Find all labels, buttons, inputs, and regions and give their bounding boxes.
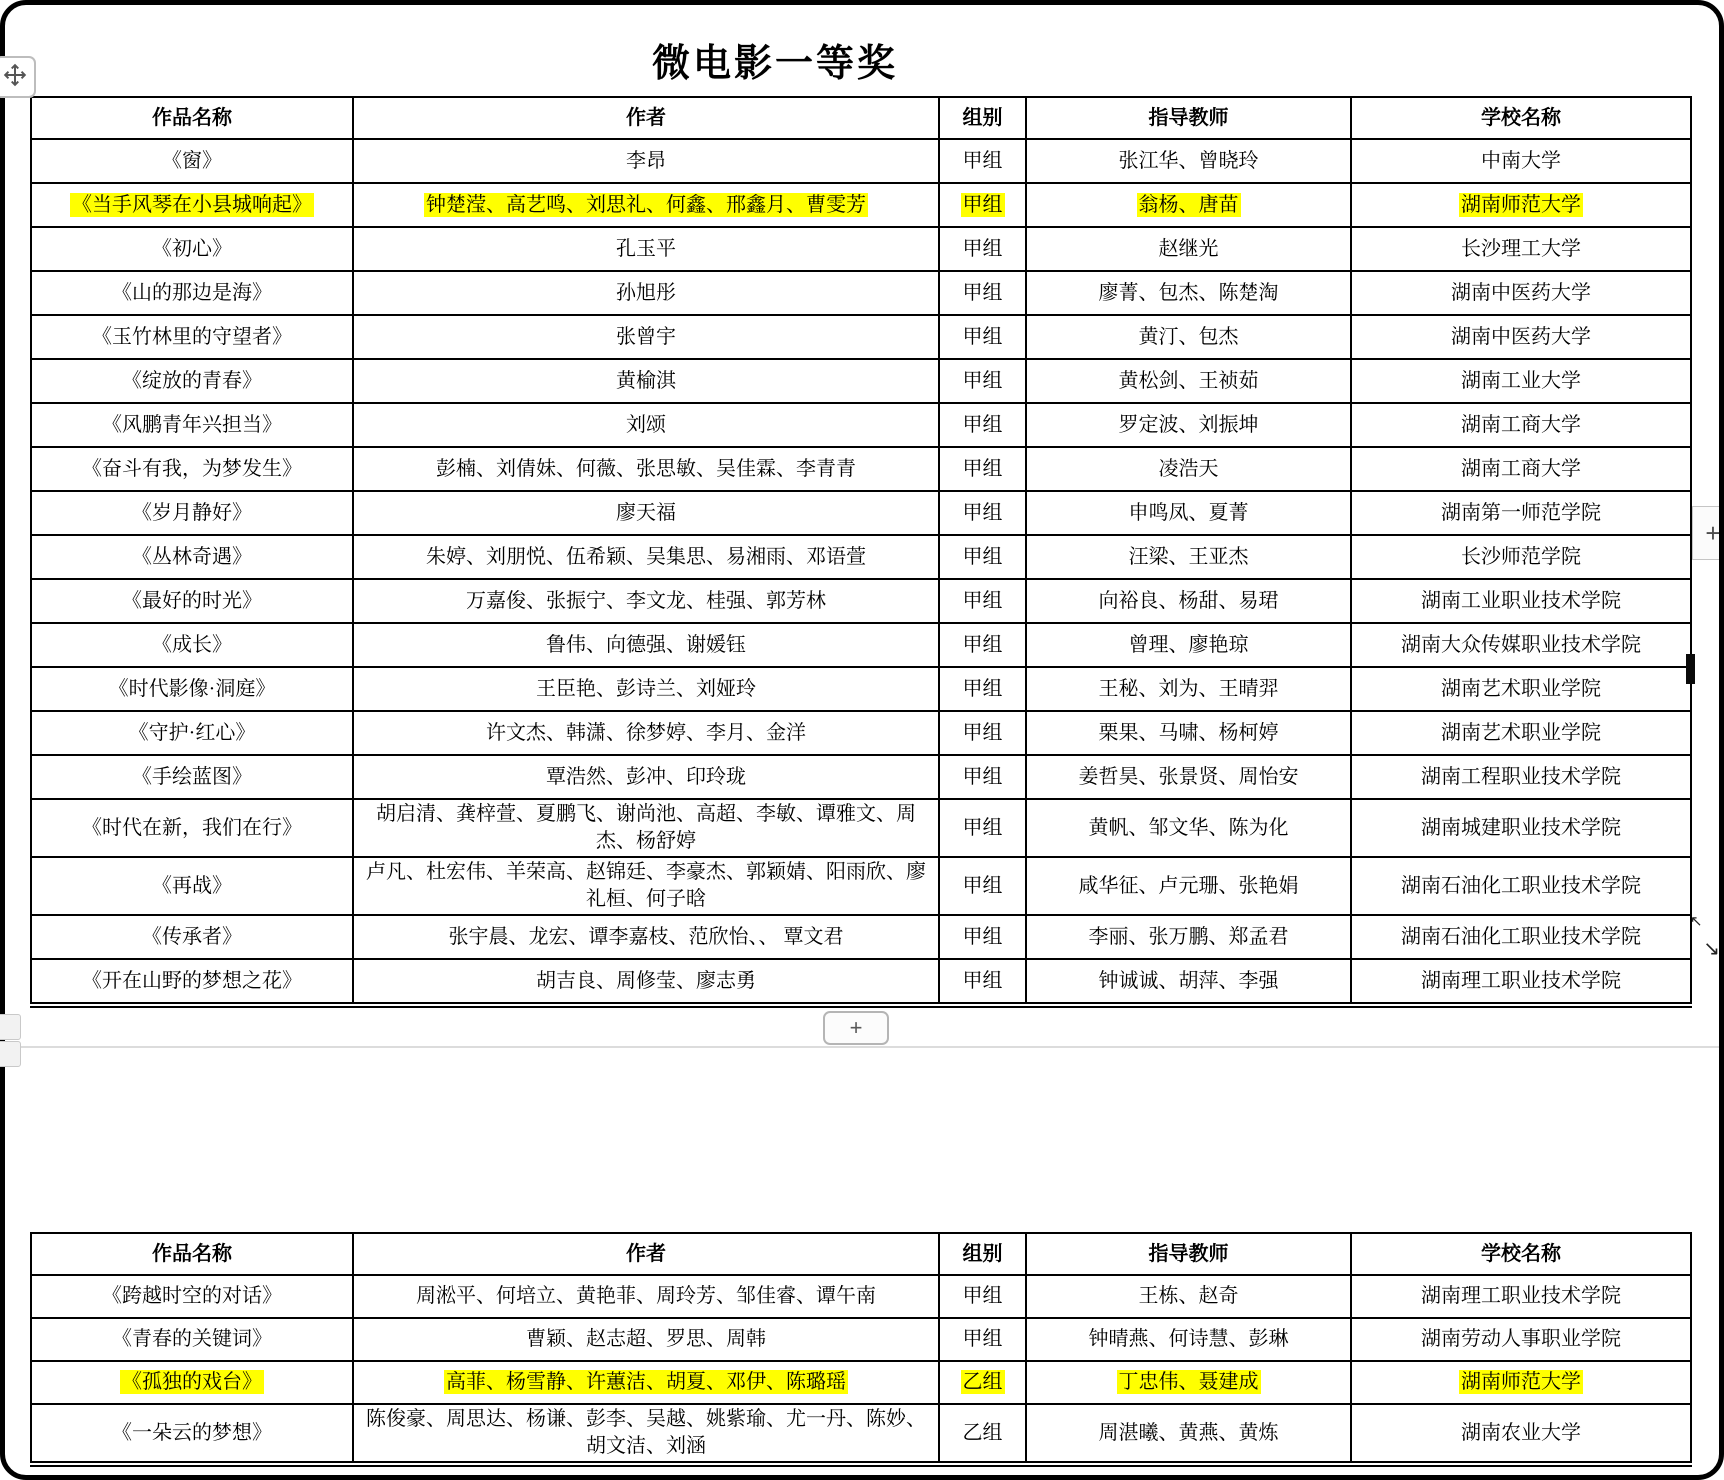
table-row [31,1404,1691,1464]
work-text: 《手绘蓝图》 [132,765,252,788]
cell-teachers[interactable] [1026,623,1351,667]
work-text: 《再战》 [152,874,232,897]
cell-group[interactable] [939,959,1026,1005]
cell-authors[interactable] [353,579,939,623]
cell-group[interactable] [939,447,1026,491]
cell-school[interactable] [1351,755,1691,799]
cell-authors[interactable] [353,359,939,403]
school-text: 湖南中医药大学 [1451,325,1591,348]
cell-group[interactable] [939,271,1026,315]
authors-text: 张曾宇 [616,325,676,348]
cell-teachers[interactable] [1026,359,1351,403]
cell-work[interactable] [31,915,353,959]
cell-teachers[interactable] [1026,1318,1351,1361]
cell-group[interactable] [939,667,1026,711]
authors-text: 卢凡、杜宏伟、羊荣高、赵锦廷、李豪杰、郭颖婧、阳雨欣、廖礼桓、何子晗 [366,861,926,910]
teachers-text: 罗定波、刘振坤 [1118,413,1259,436]
cell-teachers[interactable] [1026,403,1351,447]
cell-authors[interactable] [353,227,939,271]
cell-work[interactable] [31,667,353,711]
column-header-school[interactable]: 学校名称 [1351,1233,1691,1275]
teachers-text: 凌浩天 [1158,457,1219,480]
table-row [31,535,1691,579]
work-text: 《初心》 [152,237,232,260]
cell-school[interactable] [1351,139,1691,183]
cell-group[interactable] [939,139,1026,183]
teachers-text: 廖菁、包杰、陈楚淘 [1098,281,1279,304]
authors-text: 张宇晨、龙宏、谭李嘉枝、范欣怡、、 覃文君 [448,925,844,948]
cell-group[interactable] [939,857,1026,915]
group-text: 甲组 [962,816,1003,839]
authors-text: 钟楚滢、高艺鸣、刘思礼、何鑫、邢鑫月、曹雯芳 [426,193,866,216]
school-text: 长沙师范学院 [1461,545,1581,568]
cell-group[interactable] [939,535,1026,579]
cell-group[interactable] [939,491,1026,535]
cell-teachers[interactable] [1026,271,1351,315]
school-text: 湖南理工职业技术学院 [1421,969,1621,992]
column-header-authors[interactable]: 作者 [353,1233,939,1275]
cell-teachers[interactable] [1026,183,1351,227]
cell-work[interactable] [31,359,353,403]
school-text: 湖南师范大学 [1461,193,1581,216]
school-text: 湖南理工职业技术学院 [1421,1285,1621,1307]
authors-text: 胡启清、龚梓萱、夏鹏飞、谢尚池、高超、李敏、谭雅文、周杰、杨舒婷 [376,803,916,852]
cell-teachers[interactable] [1026,315,1351,359]
cell-teachers[interactable] [1026,799,1351,857]
table-row [31,959,1691,1005]
teachers-text: 汪梁、王亚杰 [1128,545,1249,568]
cell-group[interactable] [939,403,1026,447]
school-text: 湖南石油化工职业技术学院 [1401,925,1641,948]
cell-authors[interactable] [353,183,939,227]
cell-school[interactable] [1351,491,1691,535]
cell-authors[interactable] [353,447,939,491]
table-row [31,359,1691,403]
cell-group[interactable] [939,623,1026,667]
table-row [31,315,1691,359]
selection-marker [1686,654,1695,684]
award-table-first [30,96,1692,1008]
teachers-text: 丁忠伟、聂建成 [1118,1371,1259,1393]
group-text: 甲组 [962,969,1003,992]
cell-school[interactable] [1351,799,1691,857]
resize-handle-icon[interactable] [1690,912,1722,960]
teachers-text: 向裕良、杨甜、易珺 [1098,589,1279,612]
cell-group[interactable] [939,1318,1026,1361]
table-row [31,1318,1691,1361]
authors-text: 陈俊豪、周思达、杨谦、彭李、吴越、姚紫瑜、尤一丹、陈妙、胡文洁、刘涵 [366,1408,926,1457]
table-row [31,711,1691,755]
school-text: 湖南城建职业技术学院 [1421,816,1621,839]
authors-text: 李昂 [626,149,666,172]
column-header-teachers[interactable]: 指导教师 [1026,1233,1351,1275]
cell-work[interactable] [31,183,353,227]
teachers-text: 李丽、张万鹏、郑孟君 [1088,925,1289,948]
teachers-text: 钟诚诚、胡萍、李强 [1098,969,1279,992]
cell-authors[interactable] [353,799,939,857]
insert-column-button[interactable] [1692,506,1724,560]
cell-teachers[interactable] [1026,491,1351,535]
authors-text: 刘颂 [626,413,666,436]
teachers-text: 王栋、赵奇 [1138,1285,1239,1307]
school-text: 湖南中医药大学 [1451,281,1591,304]
column-header-school[interactable]: 学校名称 [1351,97,1691,139]
cell-authors[interactable] [353,403,939,447]
cell-work[interactable] [31,315,353,359]
cell-authors[interactable] [353,959,939,1005]
work-text: 《窗》 [162,149,222,172]
column-header-teachers[interactable]: 指导教师 [1026,97,1351,139]
cell-school[interactable] [1351,315,1691,359]
cell-group[interactable] [939,1275,1026,1318]
group-text: 甲组 [962,721,1003,744]
table-row [31,1275,1691,1318]
group-text: 甲组 [962,237,1003,260]
cell-authors[interactable] [353,1275,939,1318]
cell-authors[interactable] [353,711,939,755]
cell-work[interactable] [31,799,353,857]
cell-teachers[interactable] [1026,667,1351,711]
cell-authors[interactable] [353,535,939,579]
group-text: 甲组 [962,925,1003,948]
school-text: 湖南工程职业技术学院 [1421,765,1621,788]
four-way-arrow-icon [3,63,27,92]
cell-work[interactable] [31,1275,353,1318]
page-edge-box [0,1041,21,1067]
group-text: 甲组 [962,457,1003,480]
group-text: 甲组 [962,765,1003,788]
table-row [31,667,1691,711]
cell-school[interactable] [1351,535,1691,579]
cell-authors[interactable] [353,1318,939,1361]
group-text: 甲组 [962,369,1003,392]
school-text: 湖南第一师范学院 [1441,501,1601,524]
table-move-handle[interactable] [0,56,36,98]
group-text: 乙组 [962,1371,1003,1393]
cell-work[interactable] [31,271,353,315]
insert-row-button[interactable] [823,1011,889,1045]
teachers-text: 赵继光 [1158,237,1219,260]
cell-authors[interactable] [353,623,939,667]
cell-authors[interactable] [353,491,939,535]
work-text: 《山的那边是海》 [112,281,272,304]
work-text: 《时代影像·洞庭》 [108,677,276,700]
work-text: 《当手风琴在小县城响起》 [72,193,312,216]
teachers-text: 姜哲昊、张景贤、周怡安 [1078,765,1299,788]
cell-school[interactable] [1351,1318,1691,1361]
cell-teachers[interactable] [1026,1361,1351,1404]
cell-teachers[interactable] [1026,1275,1351,1318]
cell-school[interactable] [1351,1275,1691,1318]
cell-authors[interactable] [353,915,939,959]
cell-teachers[interactable] [1026,857,1351,915]
cell-work[interactable] [31,1404,353,1464]
cell-work[interactable] [31,227,353,271]
column-header-group[interactable]: 组别 [939,97,1026,139]
group-text: 甲组 [962,325,1003,348]
cell-school[interactable] [1351,667,1691,711]
work-text: 《一朵云的梦想》 [112,1421,272,1444]
cell-work[interactable] [31,491,353,535]
teachers-text: 申鸣凤、夏菁 [1128,501,1249,524]
work-text: 《丛林奇遇》 [132,545,252,568]
table-row [31,139,1691,183]
cell-teachers[interactable] [1026,579,1351,623]
cell-group[interactable] [939,1404,1026,1464]
table-row [31,755,1691,799]
authors-text: 万嘉俊、张振宁、李文龙、桂强、郭芳林 [466,589,826,612]
cell-teachers[interactable] [1026,755,1351,799]
group-text: 乙组 [962,1421,1003,1444]
cell-work[interactable] [31,959,353,1005]
cell-work[interactable] [31,857,353,915]
cell-work[interactable] [31,579,353,623]
school-text: 中南大学 [1481,149,1561,172]
school-text: 湖南师范大学 [1461,1371,1581,1393]
page-title[interactable]: 微电影一等奖 [651,43,898,85]
cell-teachers[interactable] [1026,447,1351,491]
school-text: 湖南工商大学 [1461,413,1581,436]
work-text: 《成长》 [152,633,232,656]
authors-text: 孔玉平 [616,237,676,260]
authors-text: 孙旭彤 [616,281,676,304]
cell-teachers[interactable] [1026,711,1351,755]
plus-icon: + [1705,518,1721,548]
cell-group[interactable] [939,579,1026,623]
group-text: 甲组 [962,193,1003,216]
school-text: 湖南工业职业技术学院 [1421,589,1621,612]
school-text: 湖南石油化工职业技术学院 [1401,874,1641,897]
cell-work[interactable] [31,139,353,183]
work-text: 《岁月静好》 [132,501,252,524]
school-text: 湖南工商大学 [1461,457,1581,480]
cell-work[interactable] [31,447,353,491]
cell-group[interactable] [939,711,1026,755]
school-text: 湖南大众传媒职业技术学院 [1401,633,1641,656]
work-text: 《最好的时光》 [122,589,262,612]
authors-text: 曹颖、赵志超、罗思、周韩 [526,1328,766,1350]
work-text: 《绽放的青春》 [122,369,262,392]
cell-group[interactable] [939,183,1026,227]
authors-text: 朱婷、刘朋悦、伍希颖、吴集思、易湘雨、邓语萱 [426,545,866,568]
teachers-text: 翁杨、唐苗 [1138,193,1239,216]
cell-authors[interactable] [353,1361,939,1404]
cell-teachers[interactable] [1026,227,1351,271]
cell-school[interactable] [1351,579,1691,623]
cell-work[interactable] [31,1361,353,1404]
authors-text: 彭楠、刘倩妹、何薇、张思敏、吴佳霖、李青青 [436,457,856,480]
table-row [31,857,1691,915]
cell-authors[interactable] [353,755,939,799]
group-text: 甲组 [962,633,1003,656]
teachers-text: 钟晴燕、何诗慧、彭琳 [1088,1328,1289,1350]
authors-text: 周淞平、何培立、黄艳菲、周玲芳、邹佳睿、谭午南 [416,1285,876,1307]
work-text: 《玉竹林里的守望者》 [92,325,292,348]
cell-authors[interactable] [353,857,939,915]
school-text: 湖南艺术职业学院 [1441,677,1601,700]
group-text: 甲组 [962,281,1003,304]
page-edge-box [0,1014,21,1040]
se-arrow-icon: ↘ [1703,936,1720,960]
page-divider [0,1046,1724,1048]
column-header-work[interactable]: 作品名称 [31,1233,353,1275]
work-text: 《风鹏青年兴担当》 [102,413,282,436]
group-text: 甲组 [962,874,1003,897]
table-row [31,1361,1691,1404]
teachers-text: 黄汀、包杰 [1138,325,1239,348]
cell-group[interactable] [939,755,1026,799]
cell-school[interactable] [1351,227,1691,271]
group-text: 甲组 [962,501,1003,524]
school-text: 湖南农业大学 [1461,1421,1581,1444]
cell-work[interactable] [31,1318,353,1361]
cell-school[interactable] [1351,1361,1691,1404]
cell-authors[interactable] [353,315,939,359]
cell-work[interactable] [31,755,353,799]
group-text: 甲组 [962,413,1003,436]
teachers-text: 周湛曦、黄燕、黄炼 [1098,1421,1279,1444]
authors-text: 廖天福 [616,501,676,524]
column-header-authors[interactable]: 作者 [353,97,939,139]
cell-teachers[interactable] [1026,959,1351,1005]
cell-authors[interactable] [353,271,939,315]
cell-school[interactable] [1351,959,1691,1005]
teachers-text: 栗果、马啸、杨柯婷 [1098,721,1279,744]
cell-school[interactable] [1351,359,1691,403]
teachers-text: 咸华征、卢元珊、张艳娟 [1078,874,1299,897]
cell-school[interactable] [1351,447,1691,491]
group-text: 甲组 [962,589,1003,612]
cell-work[interactable] [31,623,353,667]
table-row [31,183,1691,227]
table-row [31,271,1691,315]
table-row [31,799,1691,857]
group-text: 甲组 [962,677,1003,700]
cell-school[interactable] [1351,711,1691,755]
cell-school[interactable] [1351,271,1691,315]
school-text: 湖南艺术职业学院 [1441,721,1601,744]
work-text: 《孤独的戏台》 [122,1371,262,1393]
authors-text: 覃浩然、彭冲、印玲珑 [546,765,746,788]
cell-teachers[interactable] [1026,535,1351,579]
cell-work[interactable] [31,535,353,579]
work-text: 《时代在新，我们在行》 [82,816,302,839]
nw-arrow-icon: ↖ [1690,912,1703,930]
cell-teachers[interactable] [1026,915,1351,959]
authors-text: 鲁伟、向德强、谢媛钰 [546,633,746,656]
work-text: 《守护·红心》 [128,721,256,744]
cell-authors[interactable] [353,139,939,183]
teachers-text: 王秘、刘为、王晴羿 [1098,677,1279,700]
authors-text: 王臣艳、彭诗兰、刘娅玲 [536,677,756,700]
cell-group[interactable] [939,1361,1026,1404]
teachers-text: 张江华、曾晓玲 [1118,149,1259,172]
table-row [31,403,1691,447]
cell-teachers[interactable] [1026,139,1351,183]
cell-group[interactable] [939,227,1026,271]
table-row [31,915,1691,959]
teachers-text: 曾理、廖艳琼 [1128,633,1249,656]
table-row [31,623,1691,667]
cell-group[interactable] [939,799,1026,857]
table-row [31,491,1691,535]
teachers-text: 黄松剑、王祯茹 [1118,369,1259,392]
award-table-second [30,1232,1692,1467]
table-row [31,447,1691,491]
work-text: 《开在山野的梦想之花》 [82,969,302,992]
cell-school[interactable] [1351,1404,1691,1464]
work-text: 《跨越时空的对话》 [102,1285,282,1307]
group-text: 甲组 [962,545,1003,568]
school-text: 湖南劳动人事职业学院 [1421,1328,1621,1350]
cell-group[interactable] [939,915,1026,959]
cell-authors[interactable] [353,1404,939,1464]
plus-icon: + [849,1015,863,1040]
cell-group[interactable] [939,359,1026,403]
school-text: 长沙理工大学 [1461,237,1581,260]
cell-school[interactable] [1351,915,1691,959]
table-row [31,227,1691,271]
group-text: 甲组 [962,1285,1003,1307]
cell-work[interactable] [31,711,353,755]
authors-text: 高菲、杨雪静、许蕙洁、胡夏、邓伊、陈璐瑶 [446,1371,846,1393]
cell-school[interactable] [1351,183,1691,227]
group-text: 甲组 [962,1328,1003,1350]
column-header-group[interactable]: 组别 [939,1233,1026,1275]
work-text: 《传承者》 [142,925,242,948]
table-row [31,579,1691,623]
authors-text: 胡吉良、周修莹、廖志勇 [536,969,756,992]
cell-group[interactable] [939,315,1026,359]
cell-authors[interactable] [353,667,939,711]
column-header-work[interactable]: 作品名称 [31,97,353,139]
cell-teachers[interactable] [1026,1404,1351,1464]
authors-text: 许文杰、韩潇、徐梦婷、李月、金洋 [486,721,806,744]
school-text: 湖南工业大学 [1461,369,1581,392]
work-text: 《青春的关键词》 [112,1328,272,1350]
cell-school[interactable] [1351,403,1691,447]
group-text: 甲组 [962,149,1003,172]
cell-school[interactable] [1351,623,1691,667]
cell-work[interactable] [31,403,353,447]
cell-school[interactable] [1351,857,1691,915]
teachers-text: 黄帆、邹文华、陈为化 [1088,816,1289,839]
authors-text: 黄榆淇 [616,369,676,392]
work-text: 《奋斗有我，为梦发生》 [82,457,302,480]
